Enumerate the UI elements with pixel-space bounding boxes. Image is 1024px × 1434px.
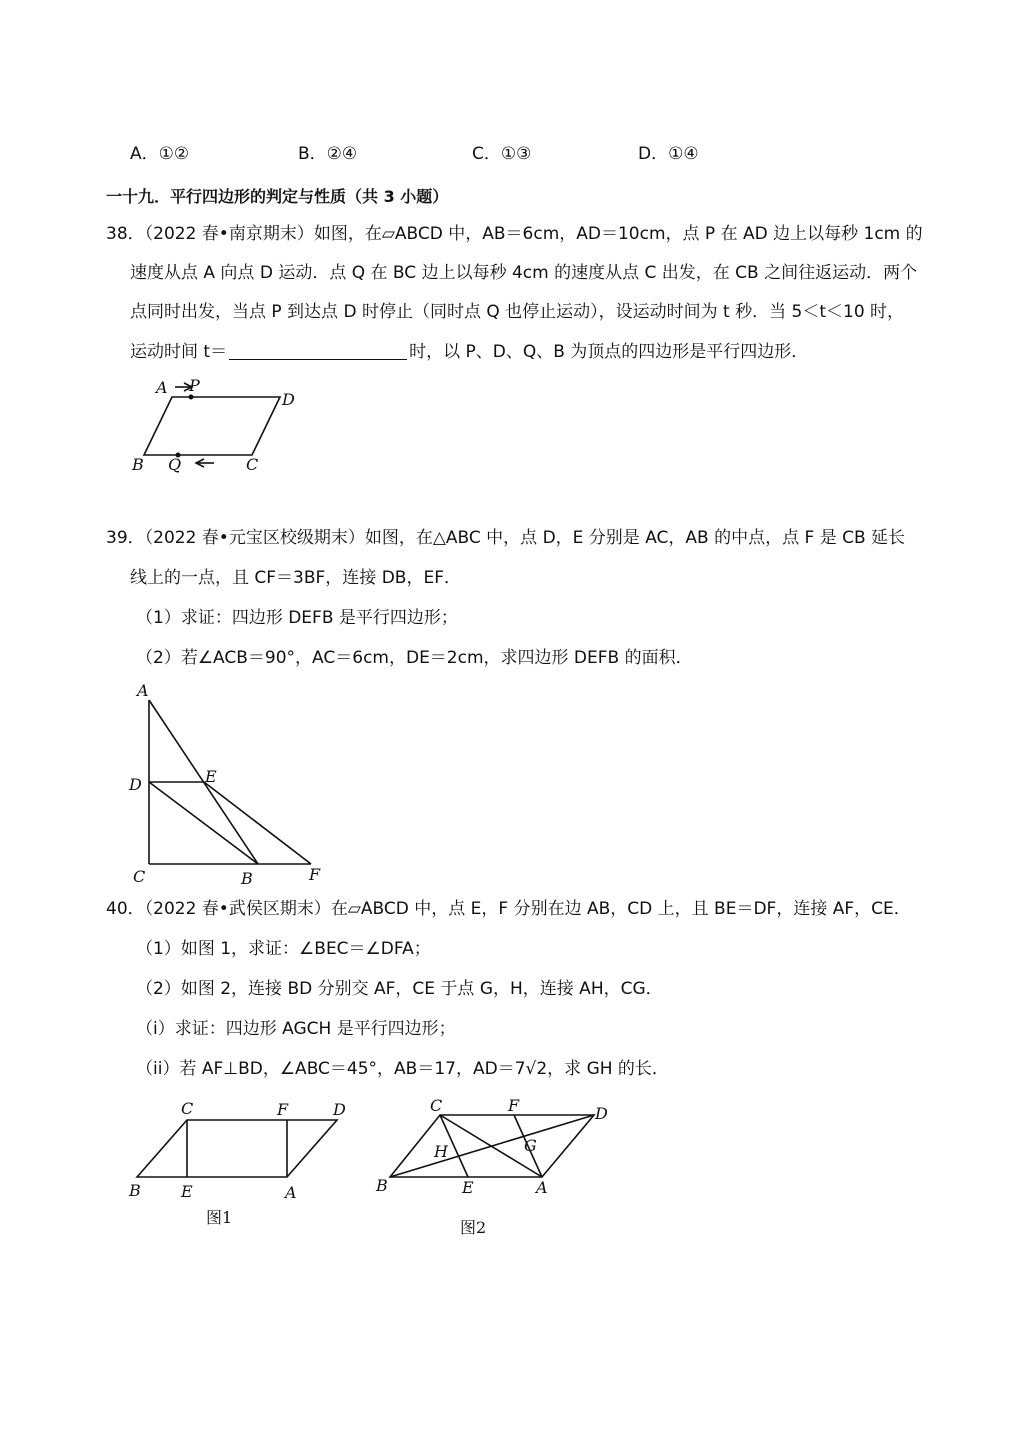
q38-line3: 点同时出发，当点 P 到达点 D 时停止（同时点 Q 也停止运动），设运动时间为 t 秒．当 5＜t＜10 时， xyxy=(130,302,905,322)
label-f: F xyxy=(277,1100,289,1119)
label-f: F xyxy=(508,1096,520,1115)
q39-line1: 39．（2022 春•元宝区校级期末）如图，在△ABC 中，点 D，E 分别是 AC，AB 的中点，点 F 是 CB 延长 xyxy=(106,528,906,548)
figure2-caption: 图2 xyxy=(460,1218,487,1237)
label-e: E xyxy=(181,1182,193,1201)
q39-figure xyxy=(125,680,335,890)
label-d: D xyxy=(333,1100,346,1119)
label-b: B xyxy=(129,1181,141,1200)
label-h: H xyxy=(434,1142,448,1161)
label-g: G xyxy=(524,1136,537,1155)
label-a: A xyxy=(156,378,168,397)
label-e: E xyxy=(205,767,217,786)
q38-line4-post: 时，以 P、D、Q、B 为顶点的四边形是平行四边形． xyxy=(409,342,809,362)
q40-part2: （2）如图 2，连接 BD 分别交 AF，CE 于点 G，H，连接 AH，CG． xyxy=(136,979,663,999)
section-title: 一十九．平行四边形的判定与性质（共 3 小题） xyxy=(106,187,449,206)
answer-blank[interactable] xyxy=(229,341,407,360)
label-p: P xyxy=(189,376,200,395)
label-b: B xyxy=(376,1176,388,1195)
q39-part1: （1）求证：四边形 DEFB 是平行四边形； xyxy=(136,608,458,628)
seg-ef xyxy=(204,782,311,864)
q40-figure2 xyxy=(370,1095,620,1245)
label-d: D xyxy=(595,1104,608,1123)
q40-part2i: （i）求证：四边形 AGCH 是平行四边形； xyxy=(136,1019,456,1039)
label-a: A xyxy=(137,681,149,700)
q40-part2ii: （ii）若 AF⊥BD，∠ABC＝45°，AB＝17，AD＝7√2，求 GH 的长． xyxy=(136,1059,669,1079)
label-c: C xyxy=(133,867,146,886)
q40-part1: （1）如图 1，求证：∠BEC＝∠DFA； xyxy=(136,939,431,959)
label-d: D xyxy=(282,390,295,409)
label-a: A xyxy=(285,1183,297,1202)
q38-line2: 速度从点 A 向点 D 运动．点 Q 在 BC 边上以每秒 4cm 的速度从点 C 出发，在 CB 之间往返运动．两个 xyxy=(130,263,918,283)
q38-figure xyxy=(120,375,320,480)
q38-line1: 38．（2022 春•南京期末）如图，在▱ABCD 中，AB＝6cm，AD＝10cm，点 P 在 AD 边上以每秒 1cm 的 xyxy=(106,224,923,244)
option-a: A．①② xyxy=(130,144,190,164)
option-c: C．①③ xyxy=(472,144,532,164)
q39-part2: （2）若∠ACB＝90°，AC＝6cm，DE＝2cm，求四边形 DEFB 的面积． xyxy=(136,648,693,668)
label-d: D xyxy=(129,775,142,794)
parallelogram-abcd xyxy=(144,397,280,455)
seg-db xyxy=(149,782,258,864)
q40-figure1 xyxy=(125,1095,355,1235)
label-f: F xyxy=(309,865,321,884)
option-b: B．②④ xyxy=(298,144,358,164)
label-c: C xyxy=(430,1096,443,1115)
q40-line1: 40．（2022 春•武侯区期末）在▱ABCD 中，点 E，F 分别在边 AB，CD 上，且 BE＝DF，连接 AF，CE． xyxy=(106,899,911,919)
point-p xyxy=(189,395,194,400)
q38-line4-pre: 运动时间 t＝ xyxy=(130,342,228,362)
label-e: E xyxy=(462,1178,474,1197)
label-c: C xyxy=(181,1099,194,1118)
label-a: A xyxy=(536,1178,548,1197)
label-b: B xyxy=(132,455,144,474)
q39-line2: 线上的一点，且 CF＝3BF，连接 DB，EF． xyxy=(130,568,461,588)
figure1-caption: 图1 xyxy=(206,1208,233,1227)
label-b: B xyxy=(241,869,253,888)
label-q: Q xyxy=(168,455,182,474)
q38-line4 xyxy=(130,340,808,364)
option-d: D．①④ xyxy=(638,144,699,164)
label-c: C xyxy=(246,455,259,474)
parallelogram-abcd xyxy=(137,1120,337,1177)
